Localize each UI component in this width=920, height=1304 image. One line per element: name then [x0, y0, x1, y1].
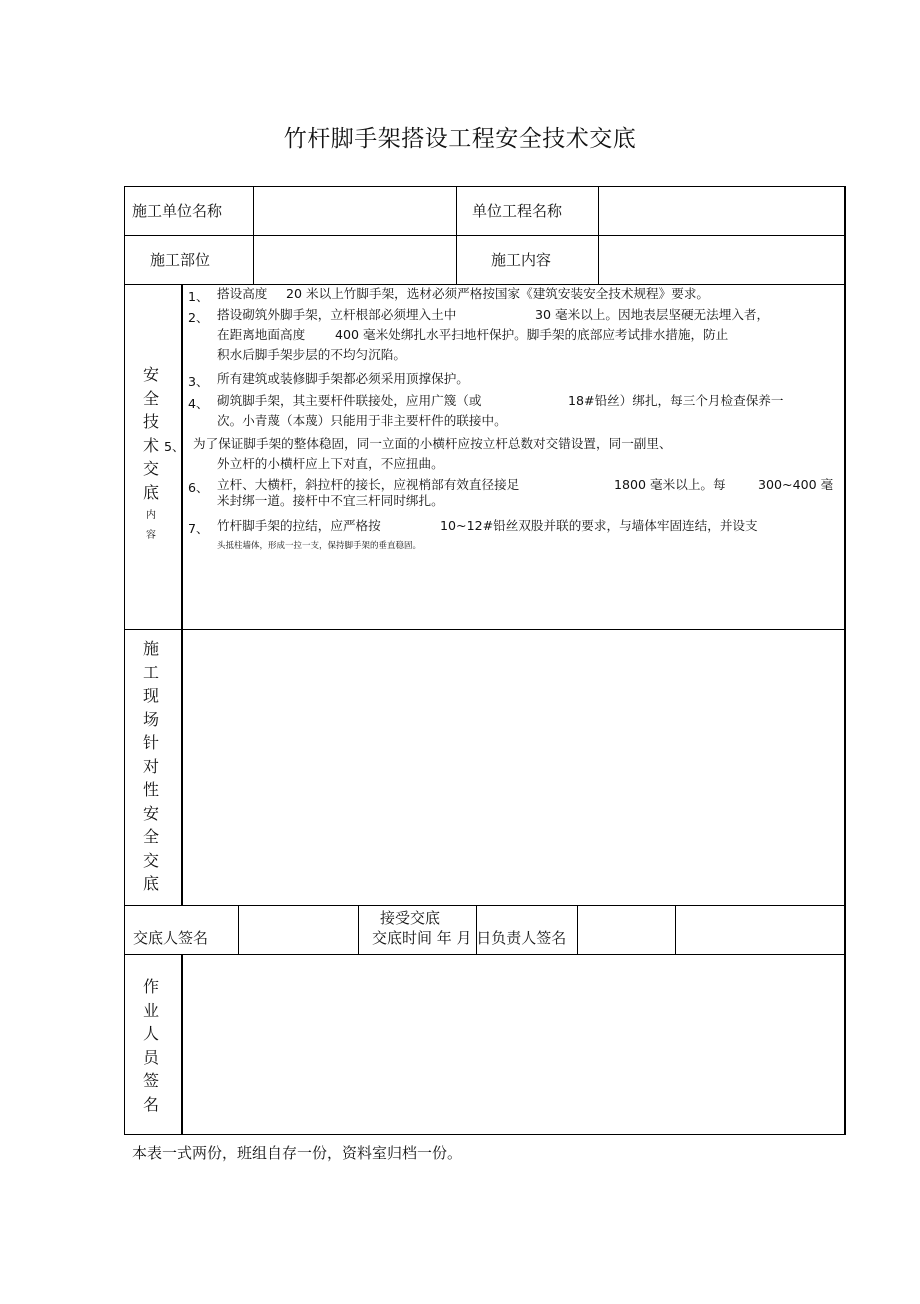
item-text: 立杆、大横杆，斜拉杆的接长，应视梢部有效直径接足 [217, 477, 520, 492]
col-line [181, 954, 183, 1134]
item-number: 1、 [188, 289, 209, 304]
tech-section-small-label: 内 容 [146, 510, 156, 541]
item-text: 300~400 毫 [758, 477, 834, 492]
col-line [124, 186, 125, 1135]
item-text: 所有建筑或装修脚手架都必须采用顶撑保护。 [217, 371, 469, 386]
col-line [456, 186, 457, 284]
item-text: 20 米以上竹脚手架，选材必须严格按国家《建筑安装安全技术规程》要求。 [286, 286, 710, 301]
item-number: 3、 [188, 374, 209, 389]
col-line [675, 905, 676, 954]
row-line [124, 954, 845, 955]
worker-section-label: 作 业 人 员 签 名 [142, 977, 159, 1114]
page-title: 竹杆脚手架搭设工程安全技术交底 [283, 126, 637, 152]
item-text: 积水后脚手架步层的不均匀沉陷。 [217, 347, 406, 362]
unit-name-label: 施工单位名称 [132, 202, 223, 220]
row-line [124, 629, 845, 630]
part-label: 施工部位 [150, 251, 211, 269]
handover-sign-label: 交底人签名 [133, 929, 209, 947]
item-text: 外立杆的小横杆应上下对直，不应扭曲。 [217, 456, 444, 471]
col-line [577, 905, 578, 954]
item-text: 30 毫米以上。因地表层坚硬无法埋入者， [535, 307, 770, 322]
col-line [181, 284, 183, 905]
item-text: 砌筑脚手架，其主要杆件联接处，应用广篾（或 [217, 393, 482, 408]
footer-note: 本表一式两份，班组自存一份，资料室归档一份。 [132, 1144, 463, 1162]
item-text: 搭设高度 [217, 286, 268, 301]
item-number: 5、 [164, 439, 185, 454]
col-line [844, 186, 846, 1135]
col-line [598, 186, 599, 284]
project-name-label: 单位工程名称 [472, 202, 563, 220]
row-line [124, 284, 845, 285]
item-text: 10~12#铅丝双股并联的要求，与墙体牢固连结，并设支 [440, 518, 758, 533]
item-text: 搭设砌筑外脚手架，立杆根部必须埋入土中 [217, 307, 457, 322]
content-label: 施工内容 [491, 251, 552, 269]
item-text: 竹杆脚手架的拉结，应严格按 [217, 518, 381, 533]
item-text: 头抵柱墙体，形成一拉一支，保持脚手架的垂直稳固。 [217, 541, 422, 551]
item-text: 米封绑一道。接杆中不宜三杆同时绑扎。 [217, 493, 444, 508]
col-line [253, 186, 254, 284]
item-number: 7、 [188, 521, 209, 536]
row-line [124, 235, 845, 236]
item-number: 2、 [188, 310, 209, 325]
row-line [124, 905, 845, 906]
row-line [124, 186, 845, 187]
item-number: 4、 [188, 396, 209, 411]
handover-time-label: 交底时间 年 月 日负责人签名 [372, 929, 567, 947]
item-text: 1800 毫米以上。每 [614, 477, 726, 492]
col-line [358, 905, 359, 954]
row-line [124, 1134, 845, 1135]
item-text: 为了保证脚手架的整体稳固，同一立面的小横杆应按立杆总数对交错设置，同一副里、 [193, 436, 672, 451]
item-text: 400 毫米处绑扎水平扫地杆保护。脚手架的底部应考试排水措施，防止 [335, 327, 729, 342]
item-text: 18#铅丝）绑扎，每三个月检查保养一 [568, 393, 784, 408]
item-number: 6、 [188, 480, 209, 495]
tech-section-label: 安 全 技 术 交 底 [142, 365, 159, 502]
item-text: 次。小青蔑（本蔑）只能用于非主要杆件的联接中。 [217, 413, 507, 428]
receive-label: 接受交底 [380, 909, 441, 927]
site-section-label: 施 工 现 场 针 对 性 安 全 交 底 [142, 639, 159, 893]
item-text: 在距离地面高度 [217, 327, 306, 342]
col-line [238, 905, 239, 954]
